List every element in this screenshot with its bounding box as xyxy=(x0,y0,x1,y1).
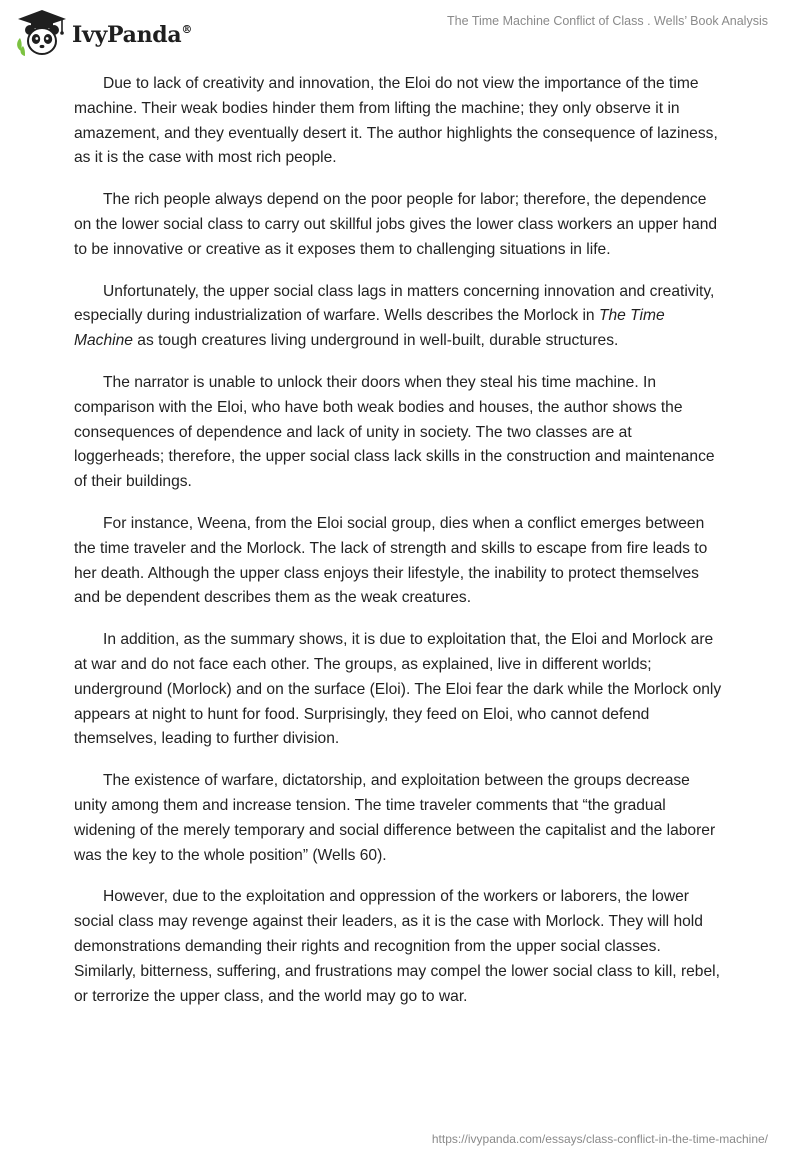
paragraph: However, due to the exploitation and oppression of the workers or laborers, the lower social class may revenge against their leaders, as it is the case with Morlock. They will hold demonstrations demanding their rights and recognition from the upper social classes. Similarly, bitterness, suffering, and frustrations may compel the lower social class to kill, rebel, or terrorize the upper class, and the world may go to war. xyxy=(74,888,720,1005)
paragraph: The rich people always depend on the poor people for labor; therefore, the dependence on the lower social class to carry out skillful jobs gives the lower class workers an upper hand to be innovative or creative as it exposes them to challenging situations in life. xyxy=(74,191,718,258)
ivypanda-logo[interactable] xyxy=(14,8,192,58)
source-url[interactable]: https://ivypanda.com/essays/class-conflict-in-the-time-machine/ xyxy=(431,1132,768,1146)
document-title: The Time Machine Conflict of Class . Wells’ Book Analysis xyxy=(447,14,768,28)
paragraph: The narrator is unable to unlock their doors when they steal his time machine. In comparison with the Eloi, who have both weak bodies and houses, the author shows the consequences of dependence and lack of unity in society. The two classes are at loggerheads; therefore, the upper social class lack skills in the construction and maintenance of their buildings. xyxy=(74,373,715,491)
paragraph: The existence of warfare, dictatorship, and exploitation between the groups decrease unity among them and increase tension. The time traveler comments that “the gradual widening of the merely temporary and social difference between the capitalist and the laborer was the key to the whole position” (Wells 60). xyxy=(74,772,716,864)
book-title: The Time Machine xyxy=(74,307,665,350)
paragraph: Unfortunately, the upper social class lags in matters concerning innovation and creativity, especially during industrialization of warfare. Wells describes the Morlock in The Time Machine as tough creatures living underground in well-built, durable structures. xyxy=(74,282,715,350)
paragraph: Due to lack of creativity and innovation, the Eloi do not view the importance of the time machine. Their weak bodies hinder them from lifting the machine; they only observe it in amazement, and they eventually desert it. The author highlights the consequence of laziness, as it is the case with most rich people. xyxy=(74,75,718,167)
page-header xyxy=(0,0,800,70)
paragraph: For instance, Weena, from the Eloi social group, dies when a conflict emerges between the time traveler and the Morlock. The lack of strength and skills to escape from fire leads to her death. Although the upper class enjoys their lifestyle, the inability to protect themselves and be dependent describes them as the weak creatures. xyxy=(74,514,708,607)
logo-text: IvyPanda® xyxy=(72,22,193,48)
panda-graduate-icon xyxy=(14,8,70,58)
essay-body xyxy=(74,72,724,1026)
paragraph: In addition, as the summary shows, it is due to exploitation that, the Eloi and Morlock are at war and do not face each other. The groups, as explained, live in different worlds; underground (Morlock) and on the surface (Eloi). The Eloi fear the dark while the Morlock only appears at night to hunt for food. Surprisingly, they feed on Eloi, who cannot defend themselves, leading to further division. xyxy=(74,631,722,748)
